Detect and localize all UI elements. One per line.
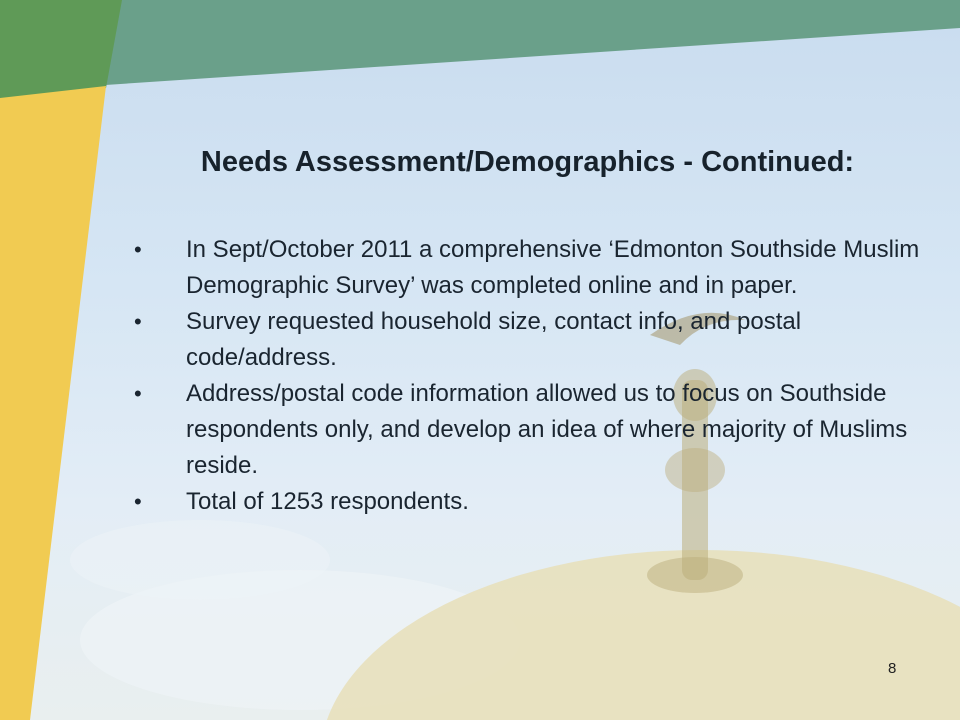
bullet-item: • Address/postal code information allowed us to focus on Southside respondents only, and develop an idea of where majority of Muslims reside. [134,376,934,484]
dome [320,550,960,720]
top-green-band [0,0,960,92]
bullet-item: • In Sept/October 2011 a comprehensive ‘Edmonton Southside Muslim Demographic Survey’ was completed online and in paper. [134,232,934,304]
page-number: 8 [888,660,897,677]
corner-dark-green [0,0,122,100]
finial-base [647,557,743,593]
bullet-item: • Total of 1253 respondents. [134,484,934,520]
bullet-item: • Survey requested household size, contact info, and postal code/address. [134,304,934,376]
cloud-shape [70,520,330,600]
bullet-list [134,232,934,520]
slide-title: Needs Assessment/Demographics - Continued: [200,146,855,178]
